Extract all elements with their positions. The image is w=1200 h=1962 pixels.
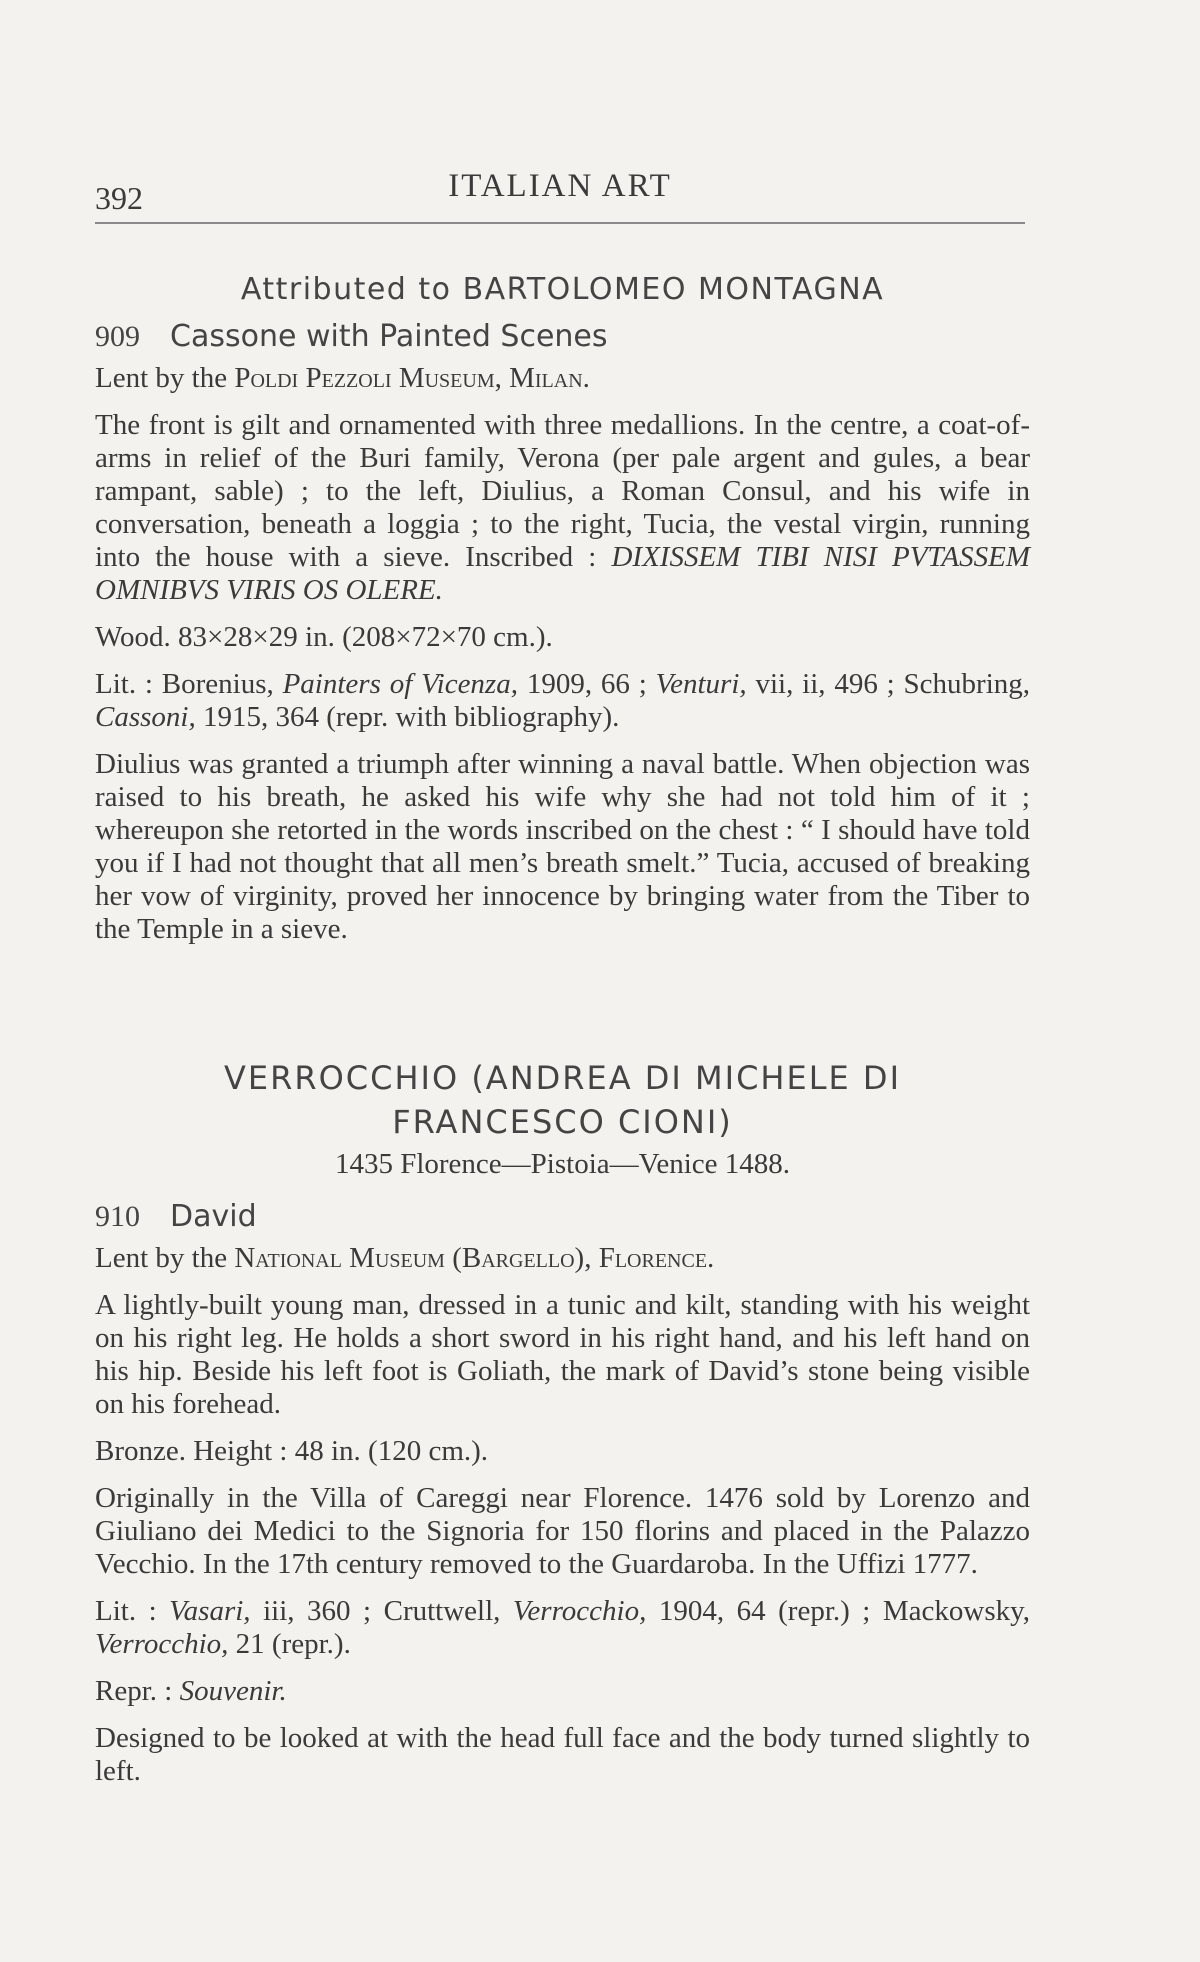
artist-line-2: FRANCESCO CIONI): [392, 1103, 733, 1141]
description-text: The front is gilt and ornamented with three medallions. In the centre, a coat-of-arms in relief of the Buri family, Verona (per pale argent and gules, a bear rampant, sable) ; to the left, Diulius, a Roman Consul, and his wife in conversation, beneath a loggia ; to the right, Tucia, the vestal virgin, running into the house with a sieve. Inscribed :: [95, 409, 1030, 573]
artist-line-1: VERROCCHIO (ANDREA DI MICHELE DI: [224, 1059, 901, 1097]
note: Designed to be looked at with the head full face and the body turned slightly to left.: [95, 1722, 1030, 1787]
literature: [95, 668, 1030, 734]
lit-author: Borenius,: [161, 668, 274, 700]
inscription: DIXISSEM TIBI NISI PVTASSEM OMNIBVS VIRIS OS OLERE.: [95, 541, 1031, 606]
item-title-909: [95, 319, 1030, 354]
artist-name: BARTOLOMEO MONTAGNA: [462, 272, 885, 307]
item-name: David: [170, 1199, 257, 1234]
repr-value: Souvenir.: [179, 1675, 287, 1707]
lender-prefix: Lent by the: [95, 1242, 228, 1274]
lit-ref: iii, 360 ; Cruttwell,: [263, 1595, 501, 1627]
lit-label: Lit. :: [95, 668, 153, 700]
note: Diulius was granted a triumph after winning a naval battle. When objection was raised to his breath, he asked his wife why she had not told him of it ; whereupon she retorted in the words inscribed on the chest : “ I should have told you if I had not thought that all men’s breath smelt.” Tucia, accused of breaking her vow of virginity, proved her innocence by bringing water from the Tiber to the Temple in a sieve.: [95, 748, 1030, 945]
lit-ref: 1915, 364 (repr. with bibliography).: [202, 701, 620, 733]
item-number: 910: [95, 1200, 140, 1233]
artist-dates: 1435 Florence—Pistoia—Venice 1488.: [334, 1148, 791, 1180]
item-title-910: [95, 1199, 1030, 1234]
lit-ref: vii, ii, 496 ; Schubring,: [755, 668, 1031, 700]
lender-name: Poldi Pezzoli Museum, Milan.: [234, 362, 590, 394]
lender-prefix: Lent by the: [95, 362, 228, 394]
reproduction: [95, 1675, 1030, 1708]
lender-line: [95, 1242, 1030, 1275]
header-rule: [95, 222, 1025, 224]
lit-title: Cassoni,: [95, 701, 196, 733]
lit-author: Venturi,: [655, 668, 747, 700]
item-name: Cassone with Painted Scenes: [170, 319, 608, 354]
description: [95, 409, 1030, 607]
lender-name: National Museum (Bargello), Florence.: [234, 1242, 715, 1274]
lit-ref: 1904, 64 (repr.) ; Mackowsky,: [658, 1595, 1030, 1627]
attribution-prefix: Attributed to: [240, 272, 452, 307]
medium: Bronze. Height : 48 in. (120 cm.).: [95, 1435, 489, 1467]
lit-author: Vasari,: [169, 1595, 251, 1627]
lender-line: [95, 362, 1030, 395]
provenance: Originally in the Villa of Careggi near Florence. 1476 sold by Lorenzo and Giuliano dei Medici to the Signoria for 150 florins and placed in the Palazzo Vecchio. In the 17th century removed to the Guardaroba. In the Uffizi 1777.: [95, 1482, 1030, 1580]
lit-title: Verrocchio,: [512, 1595, 647, 1627]
lit-title: Painters of Vicenza,: [282, 668, 518, 700]
description: A lightly-built young man, dressed in a tunic and kilt, standing with his weight on his right leg. He holds a short sword in his right hand, and his left hand on his hip. Beside his left foot is Goliath, the mark of David’s stone being visible on his forehead.: [95, 1289, 1030, 1420]
item-number: 909: [95, 320, 140, 353]
running-head: [95, 168, 1025, 216]
repr-label: Repr. :: [95, 1675, 173, 1707]
page-number: 392: [95, 180, 143, 216]
medium: Wood. 83×28×29 in. (208×72×70 cm.).: [95, 621, 553, 653]
entry-909: [95, 272, 1030, 946]
artist-heading: [95, 1056, 1030, 1144]
attribution-heading: [95, 272, 1030, 307]
entry-910: [95, 1056, 1030, 1788]
lit-ref: 21 (repr.).: [235, 1628, 351, 1660]
lit-title: Verrocchio,: [95, 1628, 229, 1660]
lit-ref: 1909, 66 ;: [526, 668, 647, 700]
running-title: ITALIAN ART: [448, 168, 672, 204]
literature: [95, 1595, 1030, 1661]
lit-label: Lit. :: [95, 1595, 157, 1627]
